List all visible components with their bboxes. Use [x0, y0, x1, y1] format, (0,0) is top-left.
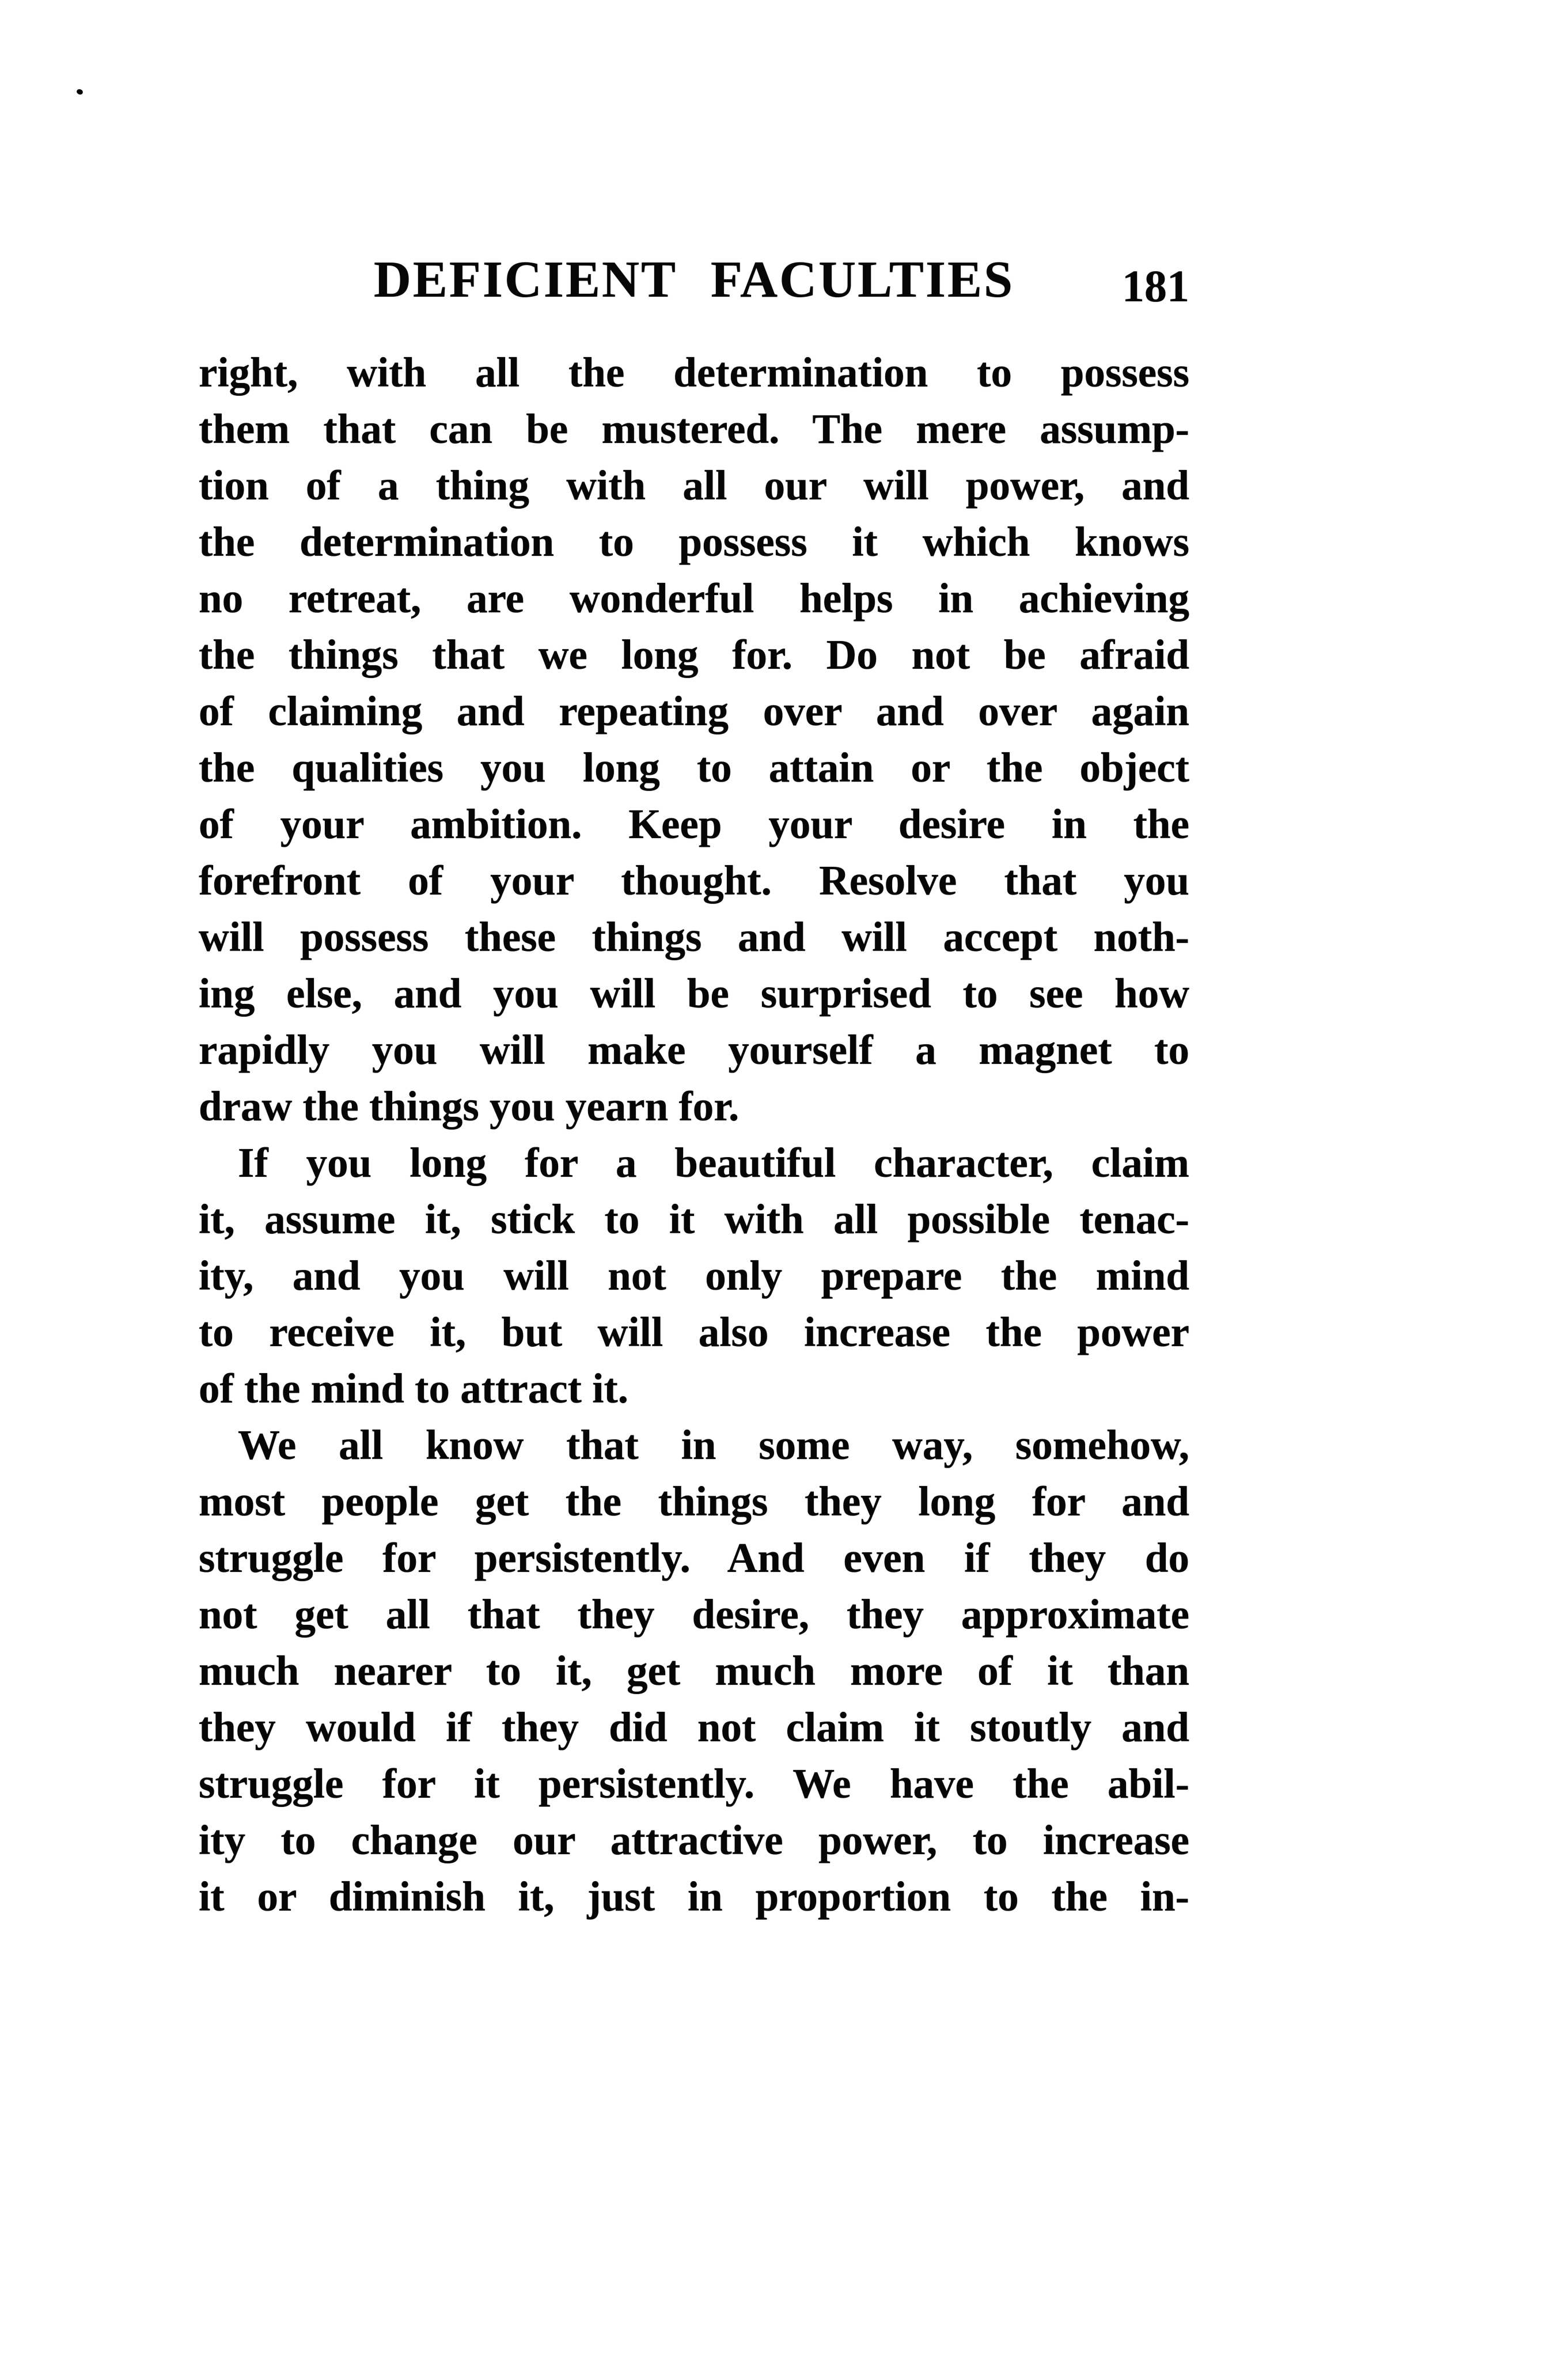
text-line: ing else, and you will be surprised to see how: [199, 970, 1189, 1017]
text-line: they would if they did not claim it stoutly and: [199, 1704, 1189, 1750]
ink-spot-artifact: [76, 88, 84, 95]
text-line: to receive it, but will also increase the power: [199, 1309, 1189, 1355]
text-line: We all know that in some way, somehow,: [238, 1422, 1189, 1468]
text-line: it, assume it, stick to it with all possible tenac-: [199, 1196, 1189, 1242]
text-line: of claiming and repeating over and over again: [199, 688, 1189, 734]
running-title: DEFICIENT FACULTIES: [373, 251, 1015, 308]
text-line: right, with all the determination to possess: [199, 349, 1189, 396]
text-line: tion of a thing with all our will power, and: [199, 462, 1189, 509]
text-line: If you long for a beautiful character, claim: [238, 1139, 1189, 1186]
text-line: them that can be mustered. The mere assump-: [199, 405, 1189, 452]
text-line: no retreat, are wonderful helps in achieving: [199, 575, 1189, 621]
text-line: struggle for persistently. And even if they do: [199, 1534, 1189, 1581]
text-line: ity to change our attractive power, to increase: [199, 1817, 1189, 1863]
text-line: the qualities you long to attain or the object: [199, 744, 1189, 791]
text-line: will possess these things and will accept noth-: [199, 914, 1189, 960]
page-number: 181: [1122, 261, 1189, 311]
text-line: draw the things you yearn for.: [199, 1083, 740, 1130]
text-line: the things that we long for. Do not be afraid: [199, 631, 1189, 678]
text-line: it or diminish it, just in proportion to the in-: [199, 1873, 1189, 1920]
text-line: much nearer to it, get much more of it than: [199, 1647, 1189, 1694]
text-line: forefront of your thought. Resolve that you: [199, 857, 1189, 904]
text-line: the determination to possess it which knows: [199, 518, 1189, 565]
body-text: [199, 344, 1189, 1925]
text-line: most people get the things they long for and: [199, 1478, 1189, 1525]
text-line: rapidly you will make yourself a magnet to: [199, 1026, 1189, 1073]
text-line: not get all that they desire, they approximate: [199, 1591, 1189, 1638]
text-line: of your ambition. Keep your desire in the: [199, 801, 1189, 847]
page-header: [199, 248, 1189, 312]
text-line: of the mind to attract it.: [199, 1365, 629, 1412]
text-line: struggle for it persistently. We have the abil-: [199, 1760, 1189, 1807]
text-line: ity, and you will not only prepare the mind: [199, 1252, 1189, 1299]
